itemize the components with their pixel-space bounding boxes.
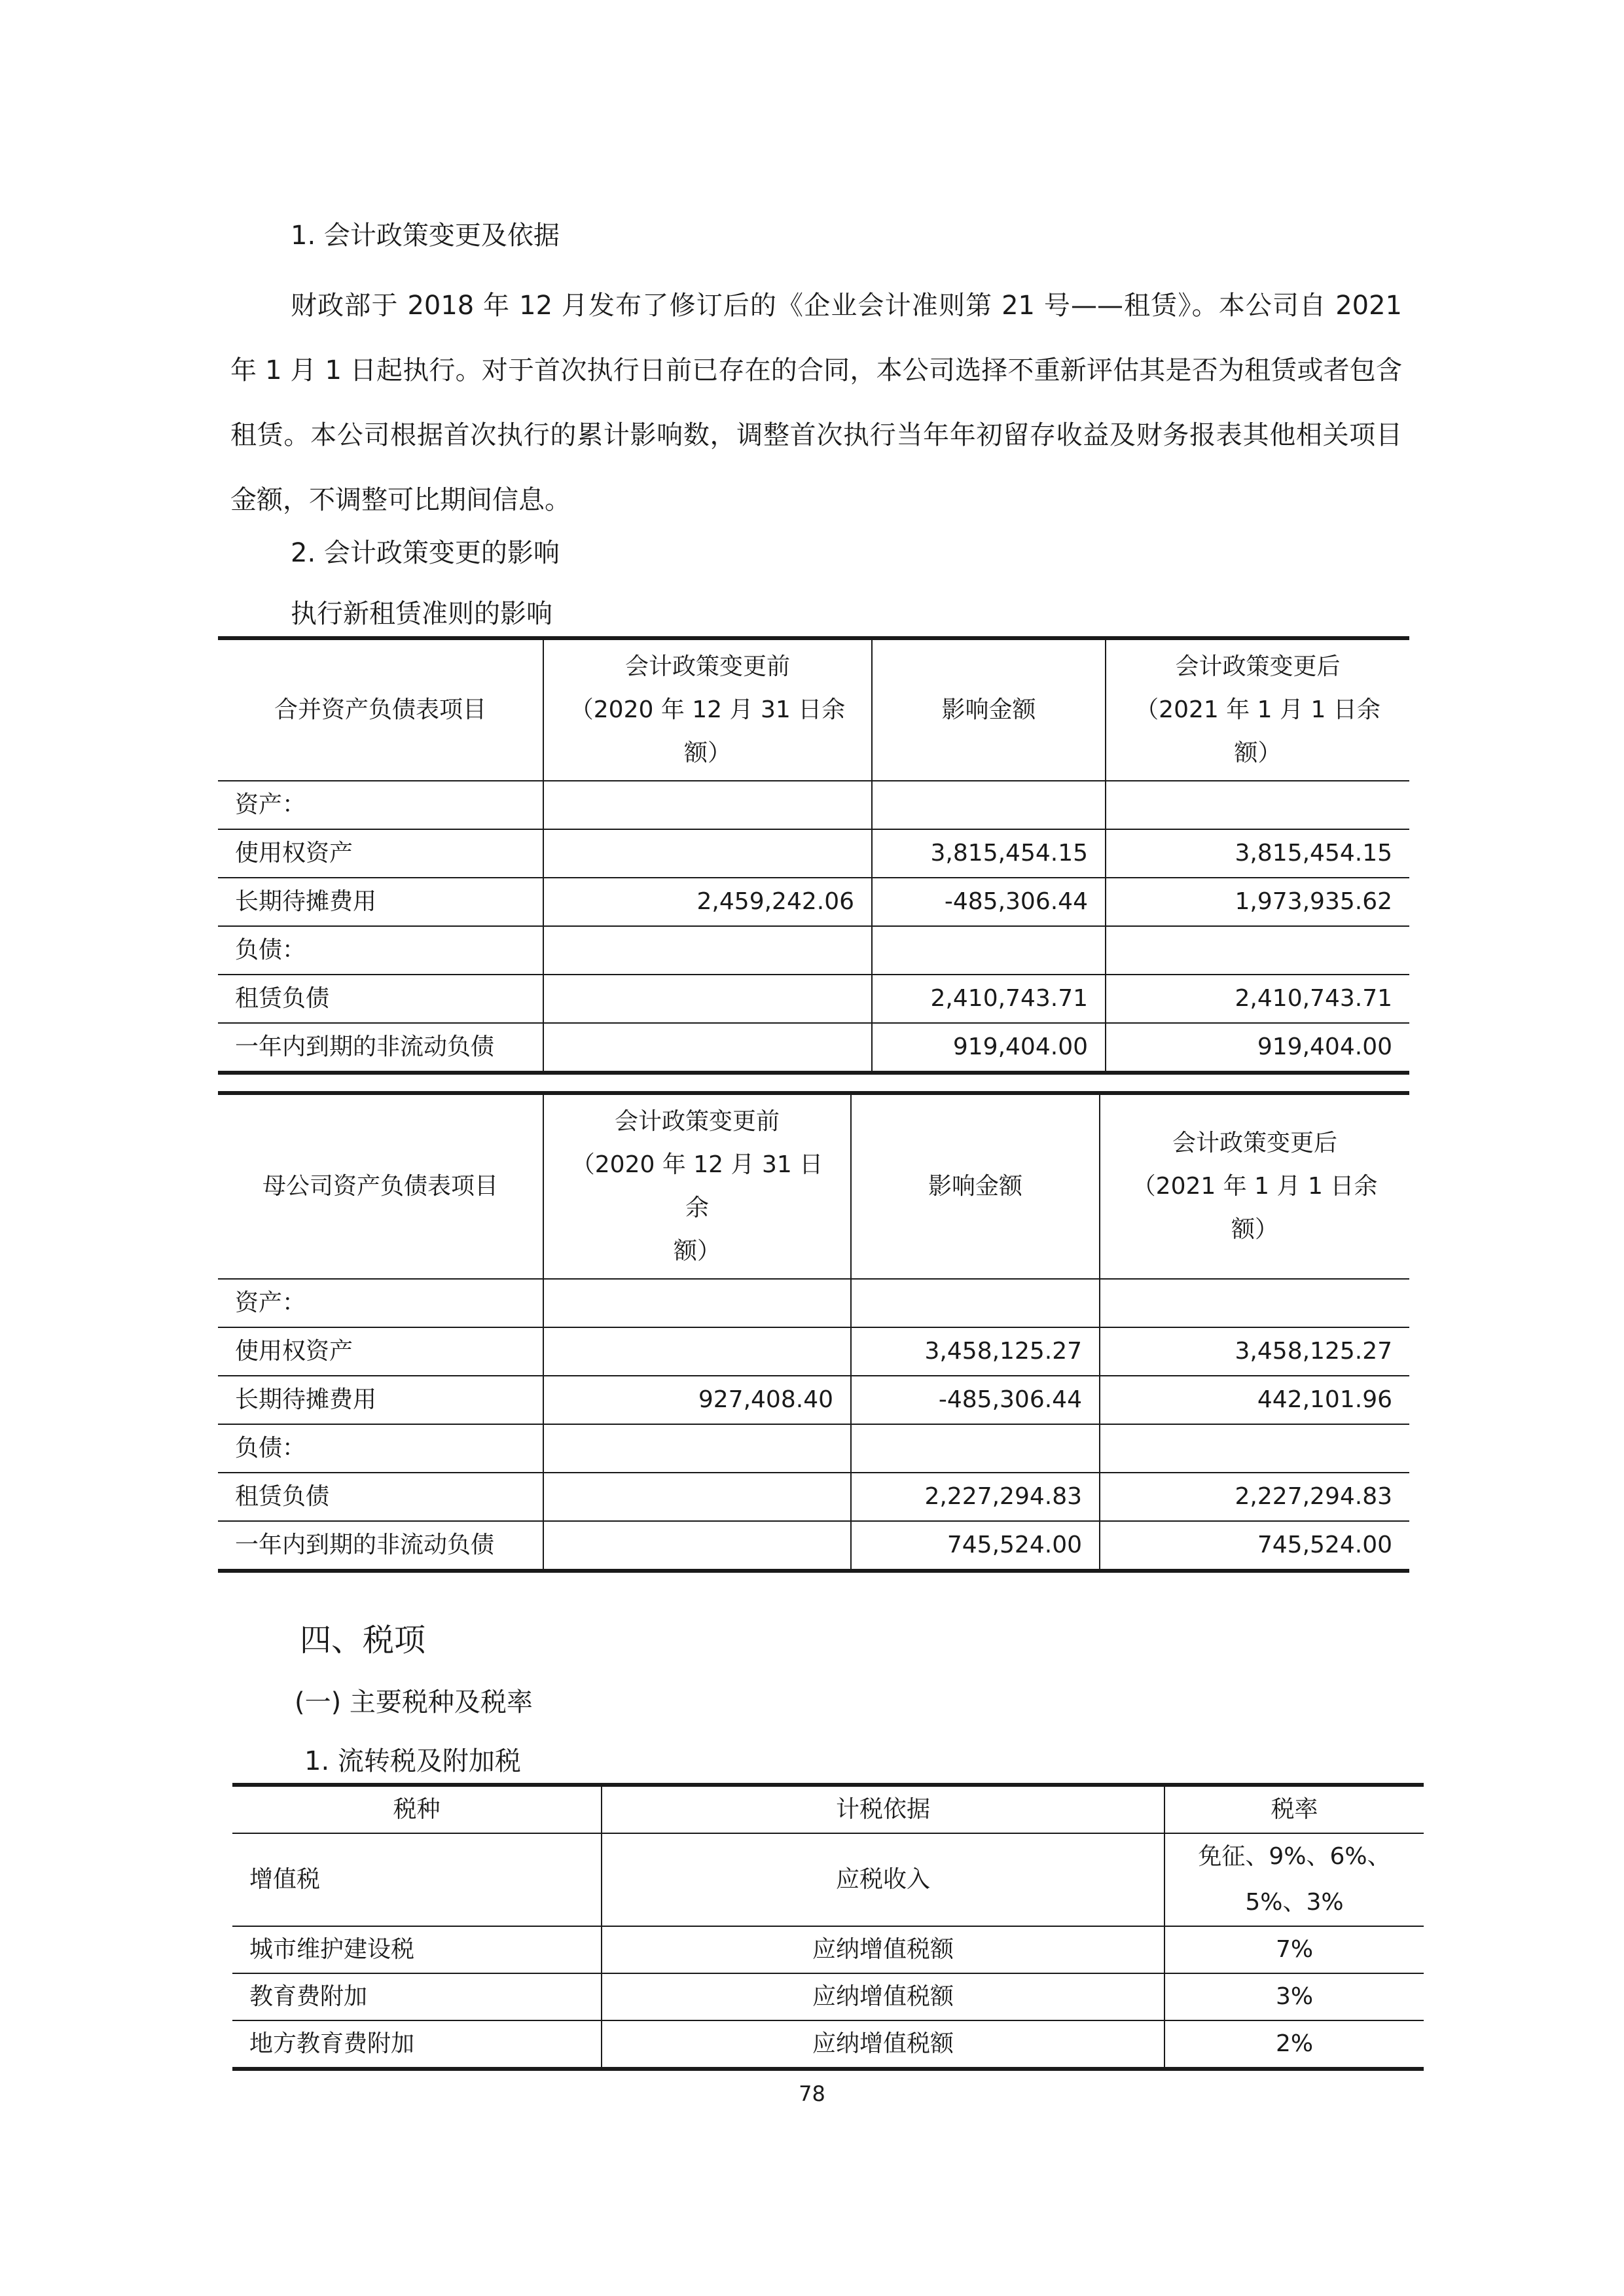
cell-tax-type: 城市维护建设税	[232, 1926, 602, 1973]
table-row	[232, 1833, 1424, 1926]
header-impact: 影响金额	[851, 1093, 1100, 1279]
cell-impact	[872, 926, 1106, 975]
cell-before	[543, 781, 872, 829]
cell-after: 2,410,743.71	[1106, 975, 1409, 1023]
cell-impact: 3,815,454.15	[872, 829, 1106, 878]
table-row	[218, 1023, 1409, 1073]
header-before: 会计政策变更前 （2020 年 12 月 31 日余 额）	[543, 1093, 851, 1279]
table-row	[218, 1327, 1409, 1376]
cell-before	[543, 1327, 851, 1376]
cell-impact: -485,306.44	[872, 878, 1106, 926]
tax-rate-table	[232, 1783, 1424, 2071]
cell-before	[543, 1279, 851, 1327]
cell-item: 一年内到期的非流动负债	[218, 1521, 543, 1571]
cell-before: 2,459,242.06	[543, 878, 872, 926]
section-heading-policy-change: 1. 会计政策变更及依据	[291, 221, 560, 251]
table-row	[232, 1973, 1424, 2020]
cell-impact: 745,524.00	[851, 1521, 1100, 1571]
table-row	[218, 926, 1409, 975]
table-row	[218, 1521, 1409, 1571]
cell-item: 负债：	[218, 926, 543, 975]
cell-impact: -485,306.44	[851, 1376, 1100, 1424]
cell-after: 3,458,125.27	[1100, 1327, 1409, 1376]
cell-after	[1100, 1279, 1409, 1327]
parent-balance-table	[218, 1091, 1409, 1573]
table-row	[232, 1926, 1424, 1973]
page-number: 78	[799, 2081, 825, 2106]
cell-tax-rate: 7%	[1164, 1926, 1424, 1973]
section-title-tax: 四、税项	[300, 1622, 426, 1659]
cell-impact: 3,458,125.27	[851, 1327, 1100, 1376]
header-tax-type: 税种	[232, 1785, 602, 1833]
table-row	[218, 1376, 1409, 1424]
cell-before	[543, 1023, 872, 1073]
cell-tax-basis: 应纳增值税额	[602, 1973, 1164, 2020]
cell-item: 资产：	[218, 781, 543, 829]
table-row	[218, 1424, 1409, 1473]
cell-item: 使用权资产	[218, 1327, 543, 1376]
header-tax-basis: 计税依据	[602, 1785, 1164, 1833]
cell-tax-basis: 应税收入	[602, 1833, 1164, 1926]
table-row	[218, 1473, 1409, 1521]
header-tax-rate: 税率	[1164, 1785, 1424, 1833]
table-row	[232, 2020, 1424, 2069]
cell-before	[543, 926, 872, 975]
section-heading-impact: 2. 会计政策变更的影响	[291, 538, 560, 568]
table-caption: 执行新租赁准则的影响	[291, 599, 552, 629]
policy-change-paragraph: 财政部于 2018 年 12 月发布了修订后的《企业会计准则第 21 号——租赁》。本公司自 2021 年 1 月 1 日起执行。对于首次执行日前已存在的合同，本公司选择不重新评估其是否为租赁或者包含租赁。本公司根据首次执行的累计影响数，调整首次执行当年年初留存收益及财务报表其他相关项目金额，不调整可比期间信息。	[230, 291, 1402, 515]
cell-after: 745,524.00	[1100, 1521, 1409, 1571]
cell-after: 3,815,454.15	[1106, 829, 1409, 878]
header-before: 会计政策变更前 （2020 年 12 月 31 日余额）	[543, 638, 872, 781]
table-header-row	[218, 638, 1409, 781]
cell-after: 2,227,294.83	[1100, 1473, 1409, 1521]
cell-tax-basis: 应纳增值税额	[602, 2020, 1164, 2069]
cell-before	[543, 829, 872, 878]
cell-item: 租赁负债	[218, 1473, 543, 1521]
cell-item: 使用权资产	[218, 829, 543, 878]
cell-tax-type: 增值税	[232, 1833, 602, 1926]
cell-item: 负债：	[218, 1424, 543, 1473]
consolidated-balance-table	[218, 636, 1409, 1075]
cell-impact	[851, 1424, 1100, 1473]
table-row	[218, 878, 1409, 926]
table-row	[218, 1279, 1409, 1327]
cell-tax-type: 地方教育费附加	[232, 2020, 602, 2069]
cell-item: 一年内到期的非流动负债	[218, 1023, 543, 1073]
cell-tax-basis: 应纳增值税额	[602, 1926, 1164, 1973]
cell-before: 927,408.40	[543, 1376, 851, 1424]
cell-tax-rate: 免征、9%、6%、5%、3%	[1164, 1833, 1424, 1926]
table-header-row	[218, 1093, 1409, 1279]
cell-item: 长期待摊费用	[218, 1376, 543, 1424]
cell-before	[543, 1473, 851, 1521]
header-item: 母公司资产负债表项目	[218, 1093, 543, 1279]
cell-before	[543, 1521, 851, 1571]
subsection-title-tax: (一) 主要税种及税率	[295, 1687, 533, 1717]
cell-item: 租赁负债	[218, 975, 543, 1023]
header-after: 会计政策变更后 （2021 年 1 月 1 日余额）	[1106, 638, 1409, 781]
cell-impact: 919,404.00	[872, 1023, 1106, 1073]
cell-impact	[872, 781, 1106, 829]
cell-after	[1106, 781, 1409, 829]
cell-tax-rate: 3%	[1164, 1973, 1424, 2020]
cell-after	[1100, 1424, 1409, 1473]
cell-item: 资产：	[218, 1279, 543, 1327]
cell-before	[543, 1424, 851, 1473]
header-item: 合并资产负债表项目	[218, 638, 543, 781]
cell-impact: 2,410,743.71	[872, 975, 1106, 1023]
table-row	[218, 829, 1409, 878]
cell-tax-rate: 2%	[1164, 2020, 1424, 2069]
cell-impact: 2,227,294.83	[851, 1473, 1100, 1521]
subsubsection-title-tax: 1. 流转税及附加税	[304, 1746, 521, 1776]
table-row	[218, 975, 1409, 1023]
cell-impact	[851, 1279, 1100, 1327]
header-after: 会计政策变更后 （2021 年 1 月 1 日余额）	[1100, 1093, 1409, 1279]
header-impact: 影响金额	[872, 638, 1106, 781]
cell-after: 919,404.00	[1106, 1023, 1409, 1073]
table-row	[218, 781, 1409, 829]
cell-item: 长期待摊费用	[218, 878, 543, 926]
cell-after: 1,973,935.62	[1106, 878, 1409, 926]
table-header-row	[232, 1785, 1424, 1833]
cell-tax-type: 教育费附加	[232, 1973, 602, 2020]
cell-after	[1106, 926, 1409, 975]
cell-before	[543, 975, 872, 1023]
cell-after: 442,101.96	[1100, 1376, 1409, 1424]
